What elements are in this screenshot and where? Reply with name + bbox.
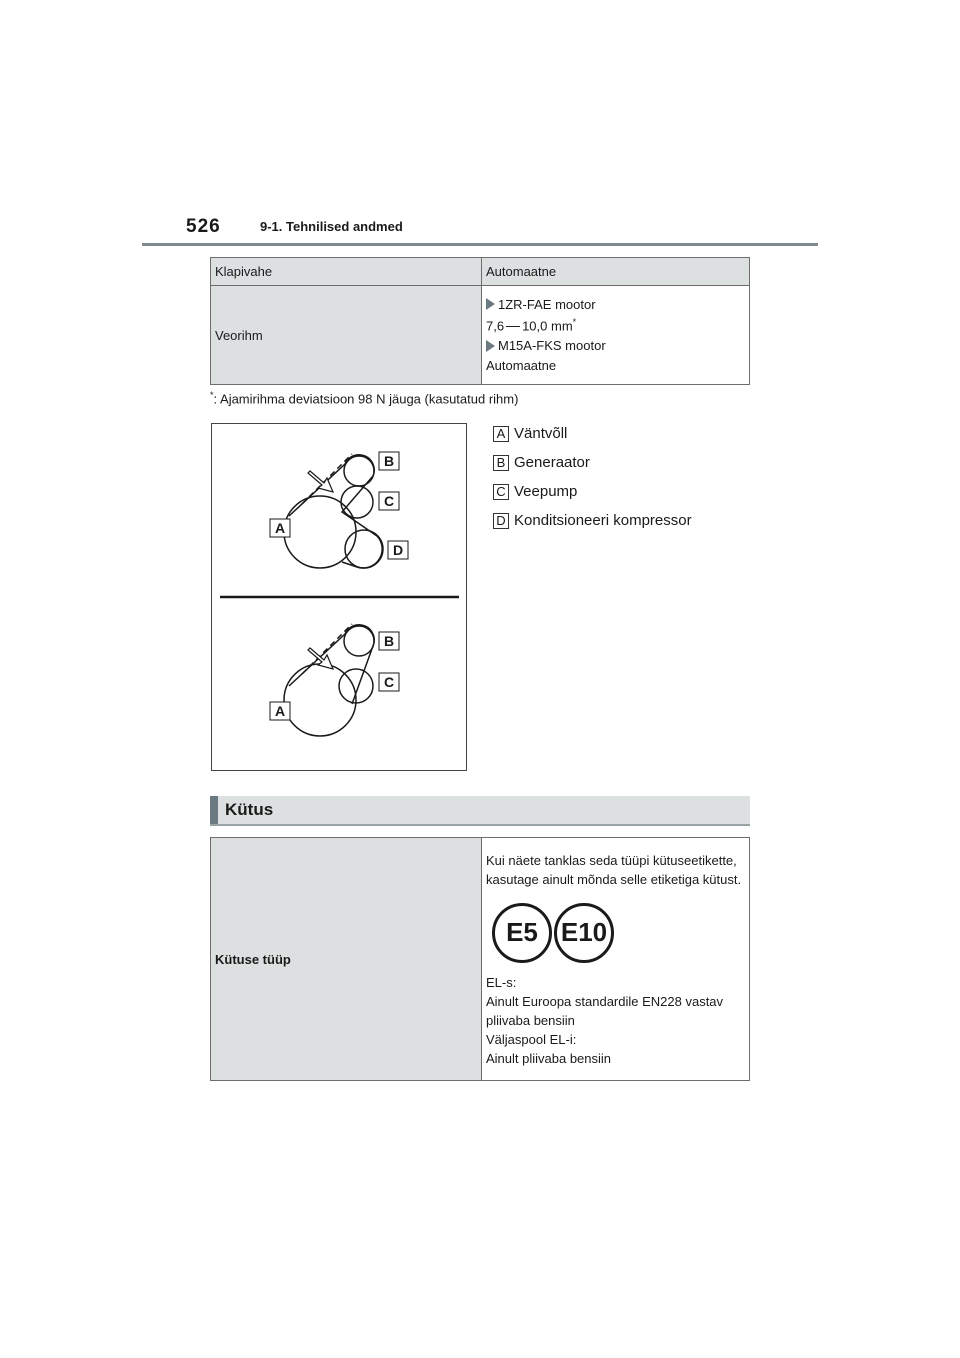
- alternator-pulley: [344, 626, 374, 656]
- non-eu-text: Ainult pliivaba bensiin: [486, 1050, 612, 1066]
- row-value: Automaatne: [482, 258, 750, 286]
- fuel-section-heading: [210, 796, 750, 826]
- table-row: [211, 258, 750, 286]
- fuel-section-title: Kütus: [225, 800, 274, 819]
- legend-text: Konditsioneeri kompressor: [514, 512, 692, 529]
- footnote: *: Ajamirihma deviatsioon 98 N jäuga (kasutatud rihm): [210, 390, 519, 407]
- force-arrow-icon: [308, 471, 333, 492]
- fuel-table: [210, 837, 750, 1081]
- drive-belt: [289, 455, 382, 568]
- water-pump-pulley: [341, 486, 373, 518]
- label-c: C: [383, 493, 395, 509]
- crankshaft-pulley: [284, 496, 356, 568]
- legend-key: C: [493, 484, 509, 500]
- engine-bullet: [486, 297, 745, 312]
- section-heading: 9-1. Tehnilised andmed: [260, 219, 403, 234]
- table-row: [211, 286, 750, 385]
- page-number: 526: [186, 216, 221, 237]
- e5-fuel-icon: E5: [492, 903, 552, 963]
- legend-text: Generaator: [514, 454, 590, 471]
- legend-item: [493, 506, 692, 535]
- alternator-pulley: [344, 456, 374, 486]
- non-eu-label: Väljaspool EL-i:: [486, 1031, 577, 1047]
- label-c: C: [383, 674, 395, 690]
- belt-diagram: [211, 423, 467, 771]
- label-a: A: [274, 703, 286, 719]
- legend-key: D: [493, 513, 509, 529]
- eu-label: EL-s:: [486, 974, 517, 990]
- label-a: A: [274, 520, 286, 536]
- spec-table: [210, 257, 750, 385]
- engine-name: 1ZR-FAE mootor: [498, 296, 596, 312]
- range-dash: [506, 326, 520, 327]
- legend-text: Väntvõll: [514, 425, 568, 442]
- tension-value: 7,6 10,0 mm*: [486, 316, 577, 334]
- legend-text: Veepump: [514, 483, 578, 500]
- diagram-legend: [493, 419, 692, 535]
- engine-name: M15A-FKS mootor: [498, 338, 606, 354]
- heading-accent-bar: [210, 796, 218, 824]
- triangle-bullet-icon: [486, 298, 495, 310]
- engine-bullet: [486, 338, 745, 353]
- eu-text: Ainult Euroopa standardile EN228 vastav pliivaba bensiin: [486, 993, 724, 1028]
- footnote-mark: *: [572, 316, 577, 327]
- label-b: B: [383, 453, 395, 469]
- legend-item: [493, 419, 692, 448]
- legend-item: [493, 477, 692, 506]
- fuel-type-label: Kütuse tüüp: [211, 838, 482, 1081]
- row-value: [482, 286, 750, 385]
- e10-fuel-icon: E10: [554, 903, 614, 963]
- belt-diagram-svg: [212, 424, 466, 770]
- legend-key: B: [493, 455, 509, 471]
- label-d: D: [392, 542, 404, 558]
- header-rule: [142, 243, 818, 246]
- triangle-bullet-icon: [486, 340, 495, 352]
- fuel-type-value: [482, 838, 750, 1081]
- fuel-intro: Kui näete tanklas seda tüüpi kütuseetikette, kasutage ainult mõnda selle etiketiga kütust.: [486, 852, 742, 887]
- tension-value: Automaatne: [486, 358, 557, 374]
- row-label: Veorihm: [211, 286, 482, 385]
- legend-item: [493, 448, 692, 477]
- table-row: [211, 838, 750, 1081]
- row-label: Klapivahe: [211, 258, 482, 286]
- label-b: B: [383, 633, 395, 649]
- fuel-label-icons: [492, 903, 745, 963]
- legend-key: A: [493, 426, 509, 442]
